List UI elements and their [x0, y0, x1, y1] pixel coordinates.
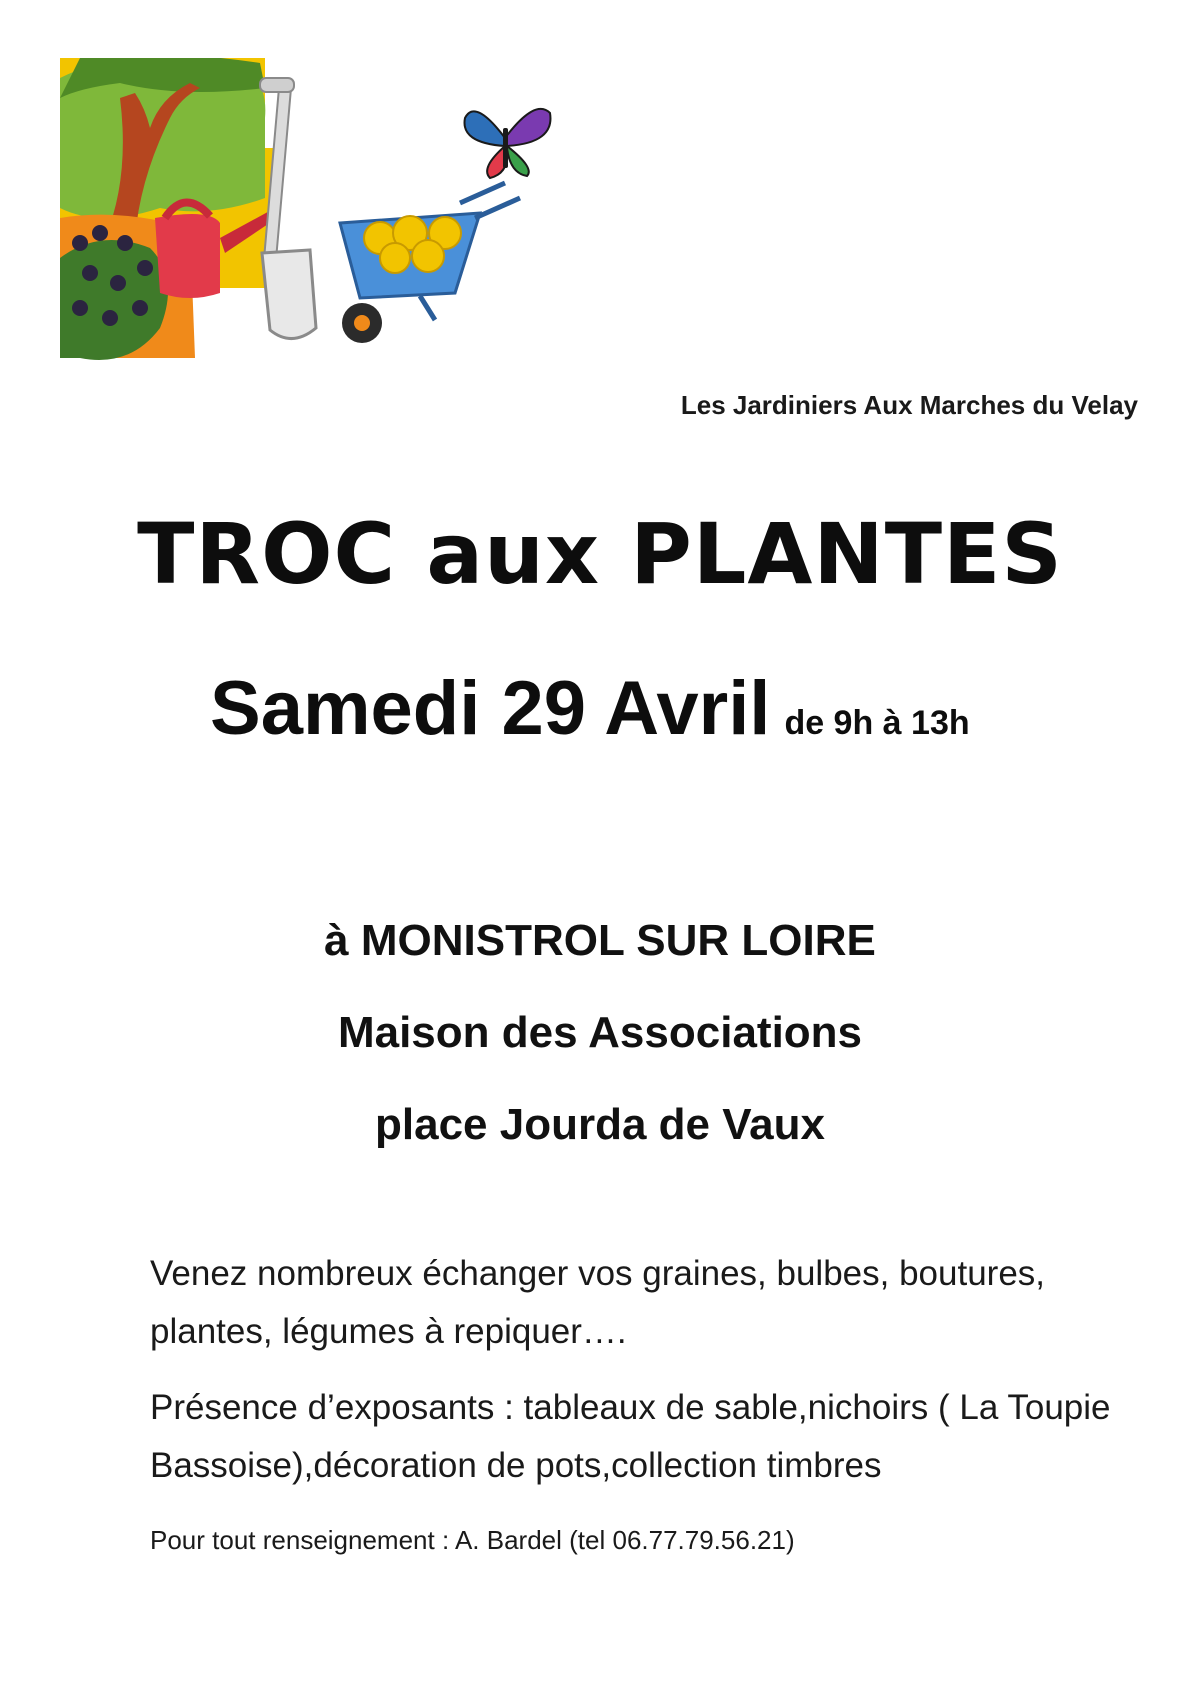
event-date: Samedi 29 Avril — [210, 666, 771, 751]
venue-town: à MONISTROL SUR LOIRE — [324, 916, 876, 965]
event-date-line — [210, 665, 970, 752]
event-title: TROC aux PLANTES — [137, 505, 1063, 603]
garden-illustration — [60, 58, 580, 398]
exhibitors-text: Présence d’exposants : tableaux de sable,nichoirs ( La Toupie Bassoise),décoration de pots,collection timbres — [150, 1388, 1111, 1485]
contact-info: Pour tout renseignement : A. Bardel (tel 06.77.79.56.21) — [150, 1525, 795, 1555]
event-hours: de 9h à 13h — [784, 704, 970, 742]
wheelbarrow-icon — [340, 183, 520, 343]
shovel-icon — [260, 78, 316, 339]
venue-street: place Jourda de Vaux — [375, 1100, 825, 1149]
event-details — [150, 1245, 1160, 1513]
venue-block — [0, 895, 1200, 1171]
club-name: Les Jardiniers Aux Marches du Velay — [680, 390, 1138, 420]
butterfly-icon — [465, 109, 551, 178]
garden-tools-icon — [60, 58, 580, 398]
venue-building: Maison des Associations — [337, 1008, 863, 1057]
invite-text: Venez nombreux échanger vos graines, bulbes, boutures, plantes, légumes à repiquer…. — [150, 1254, 1046, 1351]
